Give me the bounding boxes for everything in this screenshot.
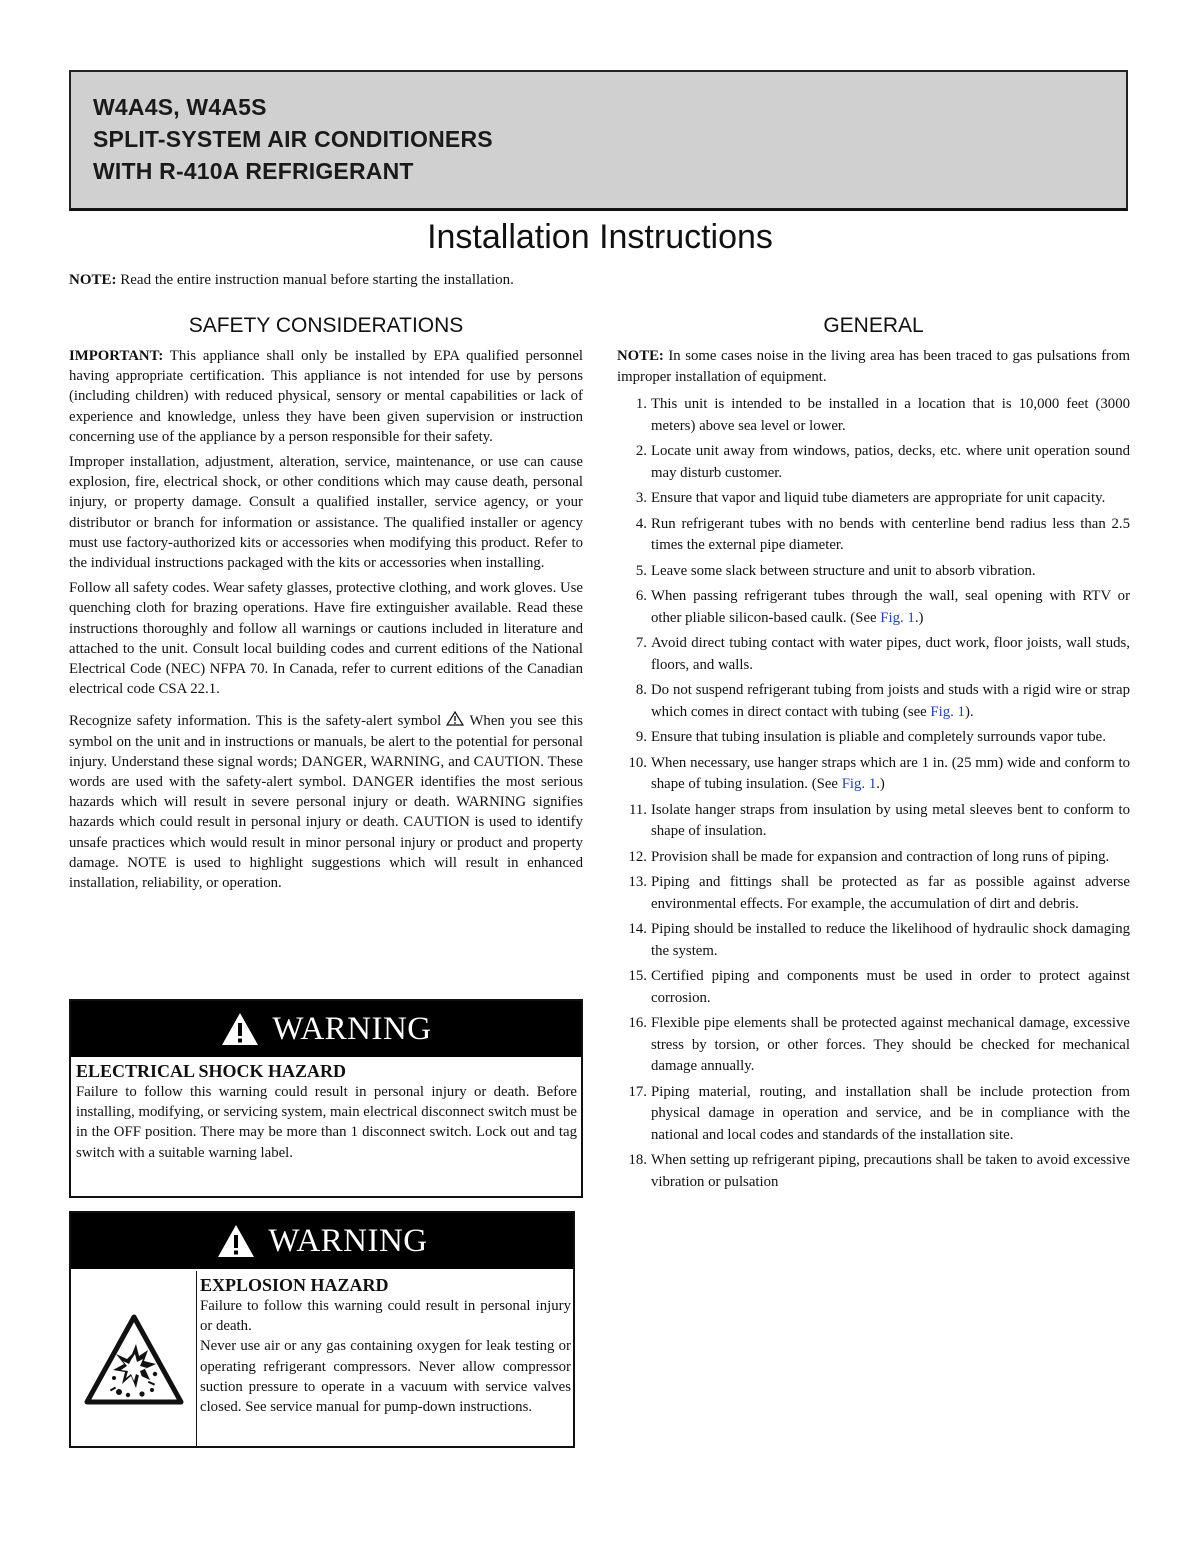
document-title: Installation Instructions xyxy=(427,218,773,256)
list-item xyxy=(617,488,1130,510)
model-numbers: W4A4S, W4A5S xyxy=(93,94,267,120)
list-item xyxy=(617,633,1130,676)
figure-link[interactable]: Fig. 1 xyxy=(841,776,877,792)
figure-link[interactable]: Fig. 1 xyxy=(880,609,915,626)
top-note xyxy=(69,272,514,289)
list-item xyxy=(617,514,1130,557)
explosion-warning-body xyxy=(200,1271,571,1417)
safety-paragraph-4 xyxy=(69,711,583,893)
list-item-text: Flexible pipe elements shall be protected against mechanical damage, excessive stress by torsion, or other forces. They should be checked for mechanical damage annually. xyxy=(651,1015,1130,1074)
header-box xyxy=(69,70,1128,211)
list-item-text: Ensure that vapor and liquid tube diameters are appropriate for unit capacity. xyxy=(651,490,1106,506)
hazard-title: EXPLOSION HAZARD xyxy=(200,1275,389,1295)
list-item xyxy=(617,800,1130,843)
general-list xyxy=(617,394,1130,1197)
explosion-warning-box xyxy=(69,1211,575,1448)
list-item-text: Certified piping and components must be used in order to protect against corrosion. xyxy=(651,968,1130,1006)
general-note-text: In some cases noise in the living area has been traced to gas pulsations from improper installation of equipment. xyxy=(617,348,1130,385)
list-item-text: Piping material, routing, and installation shall be include protection from physical damage in operation and service, and be in compliance with the national and local codes and standards of the installation site. xyxy=(651,1083,1130,1143)
electrical-warning-box xyxy=(69,999,583,1198)
general-heading: GENERAL xyxy=(823,314,924,337)
list-item-text: Leave some slack between structure and unit to absorb vibration. xyxy=(651,562,1036,579)
list-item xyxy=(617,1013,1130,1078)
list-item-text-end: ). xyxy=(964,703,974,720)
list-item-number: 17. xyxy=(628,1083,647,1100)
refrigerant-type: WITH R-410A REFRIGERANT xyxy=(93,158,414,184)
general-note-label: NOTE: xyxy=(617,348,664,364)
hazard-text-2: Never use air or any gas containing oxygen for leak testing or operating refrigerant compressors. Never allow compressor suction pressure to operate in a vacuum with service valves closed. See service manual for pump-down instructions. xyxy=(200,1338,571,1416)
list-item xyxy=(617,586,1130,629)
warning-label: WARNING xyxy=(272,1010,432,1047)
list-item-number: 15. xyxy=(628,968,647,984)
list-item xyxy=(617,441,1130,484)
figure-link[interactable]: Fig. 1 xyxy=(930,703,965,720)
list-item xyxy=(617,872,1130,915)
hazard-text: Failure to follow this warning could result in personal injury or death. Before installing, modifying, or servicing system, main electrical disconnect switch must be in the OFF position. There may be more than 1 disconnect switch. Lock out and tag switch with a suitable warning label. xyxy=(76,1084,577,1161)
list-item-text: Locate unit away from windows, patios, decks, etc. where unit operation sound may disturb customer. xyxy=(651,443,1130,481)
hazard-title: ELECTRICAL SHOCK HAZARD xyxy=(76,1061,347,1081)
warning-triangle-icon xyxy=(220,1011,260,1047)
list-item-number: 8. xyxy=(635,682,647,698)
list-item-text: When passing refrigerant tubes through the wall, seal opening with RTV or other pliable silicon-based caulk. (See xyxy=(651,588,1130,626)
list-item-text: Do not suspend refrigerant tubing from joists and studs with a rigid wire or strap which comes in direct contact with tubing (see xyxy=(651,682,1130,720)
warning-label: WARNING xyxy=(268,1222,428,1259)
list-item xyxy=(617,561,1130,583)
list-item-number: 2. xyxy=(635,443,647,459)
list-item xyxy=(617,847,1130,869)
list-item xyxy=(617,753,1130,796)
list-item-number: 16. xyxy=(628,1015,647,1031)
general-note xyxy=(617,346,1130,388)
important-paragraph xyxy=(69,346,583,447)
list-item-text: When setting up refrigerant piping, precautions shall be taken to avoid excessive vibration or pulsation xyxy=(651,1152,1130,1190)
list-item-number: 11. xyxy=(629,801,647,818)
list-item-text: Provision shall be made for expansion and contraction of long runs of piping. xyxy=(651,848,1110,865)
top-note-label: NOTE: xyxy=(69,272,117,288)
list-item xyxy=(617,1150,1130,1193)
explosion-icon xyxy=(84,1314,184,1406)
list-item-text: When necessary, use hanger straps which are 1 in. (25 mm) wide and conform to shape of tubing insulation. (See xyxy=(651,754,1130,792)
list-item-number: 4. xyxy=(635,515,647,532)
electrical-warning-body xyxy=(71,1061,581,1163)
list-item-number: 18. xyxy=(628,1152,647,1168)
safety-alert-icon xyxy=(446,711,464,726)
list-item-number: 14. xyxy=(628,921,647,937)
list-item xyxy=(617,1082,1130,1147)
list-item-number: 6. xyxy=(635,588,647,604)
hazard-text-1: Failure to follow this warning could result in personal injury or death. xyxy=(200,1298,571,1335)
list-item-text: Avoid direct tubing contact with water pipes, duct work, floor joists, wall studs, floors, and walls. xyxy=(651,635,1130,673)
list-item-text: Isolate hanger straps from insulation by using metal sleeves bent to conform to shape of insulation. xyxy=(651,801,1130,839)
list-item-text: This unit is intended to be installed in a location that is 10,000 feet (3000 meters) above sea level or lower. xyxy=(651,396,1130,434)
top-note-text: Read the entire instruction manual before starting the installation. xyxy=(116,272,514,288)
safety-paragraph-4-start: Recognize safety information. This is the safety-alert symbol xyxy=(69,713,447,730)
list-item-text-end: .) xyxy=(914,609,924,626)
warning-banner xyxy=(71,1001,581,1057)
safety-section xyxy=(69,346,583,898)
list-item-text-end: .) xyxy=(876,776,885,792)
list-item xyxy=(617,966,1130,1009)
list-item-number: 7. xyxy=(635,635,647,651)
list-item xyxy=(617,680,1130,723)
warning-triangle-icon xyxy=(216,1223,256,1259)
warning-banner xyxy=(71,1213,573,1269)
list-item-text: Piping should be installed to reduce the likelihood of hydraulic shock damaging the system. xyxy=(651,921,1130,959)
important-label: IMPORTANT: xyxy=(69,348,164,364)
safety-heading: SAFETY CONSIDERATIONS xyxy=(188,314,464,337)
explosion-pictogram-cell xyxy=(71,1271,197,1448)
list-item-text: Piping and fittings shall be protected as far as possible against adverse environmental effects. For example, the accumulation of dirt and debris. xyxy=(651,874,1130,912)
list-item-number: 12. xyxy=(628,848,647,865)
list-item-number: 3. xyxy=(635,490,647,506)
safety-paragraph-3: Follow all safety codes. Wear safety glasses, protective clothing, and work gloves. Use quenching cloth for brazing operations. Have fire extinguisher available. Read these instructions thoroughly and follow all warnings or cautions included in literature and attached to the unit. Consult local building codes and current editions of the National Electrical Code (NEC) NFPA 70. In Canada, refer to current editions of the Canadian electrical code CSA 22.1. xyxy=(69,580,583,698)
important-text: This appliance shall only be installed by EPA qualified personnel having appropriate certification. This appliance is not intended for use by persons (including children) with reduced physical, sensory or mental capabilities or lack of experience and knowledge, unless they have been given supervision or instruction concerning use of the appliance by a person responsible for their safety. xyxy=(69,348,583,445)
list-item xyxy=(617,919,1130,962)
list-item xyxy=(617,727,1130,749)
list-item xyxy=(617,394,1130,437)
list-item-number: 10. xyxy=(628,754,647,771)
list-item-number: 5. xyxy=(635,562,647,579)
list-item-text: Run refrigerant tubes with no bends with centerline bend radius less than 2.5 times the external pipe diameter. xyxy=(651,515,1130,553)
safety-paragraph-2: Improper installation, adjustment, alteration, service, maintenance, or use can cause explosion, fire, electrical shock, or other conditions which may cause death, personal injury, or property damage. Consult a qualified installer, service agency, or your distributor or branch for information or assistance. The qualified installer or agency must use factory-authorized kits or accessories when modifying this product. Refer to the individual instructions packaged with the kits or accessories when installing. xyxy=(69,454,583,572)
product-type: SPLIT-SYSTEM AIR CONDITIONERS xyxy=(93,126,493,152)
list-item-number: 13. xyxy=(628,874,647,890)
list-item-number: 1. xyxy=(635,396,647,412)
safety-paragraph-4-end: When you see this symbol on the unit and in instructions or manuals, be alert to the potential for personal injury. Understand these signal words; DANGER, WARNING, and CAUTION. These words are used with the safety-alert symbol. DANGER identifies the most serious hazards which will result in severe personal injury or death. WARNING signifies hazards which could result in personal injury or death. CAUTION is used to identify unsafe practices which would result in minor personal injury or product and property damage. NOTE is used to highlight suggestions which will result in enhanced installation, reliability, or operation. xyxy=(69,713,584,892)
list-item-text: Ensure that tubing insulation is pliable and completely surrounds vapor tube. xyxy=(651,729,1106,745)
list-item-number: 9. xyxy=(635,729,647,745)
